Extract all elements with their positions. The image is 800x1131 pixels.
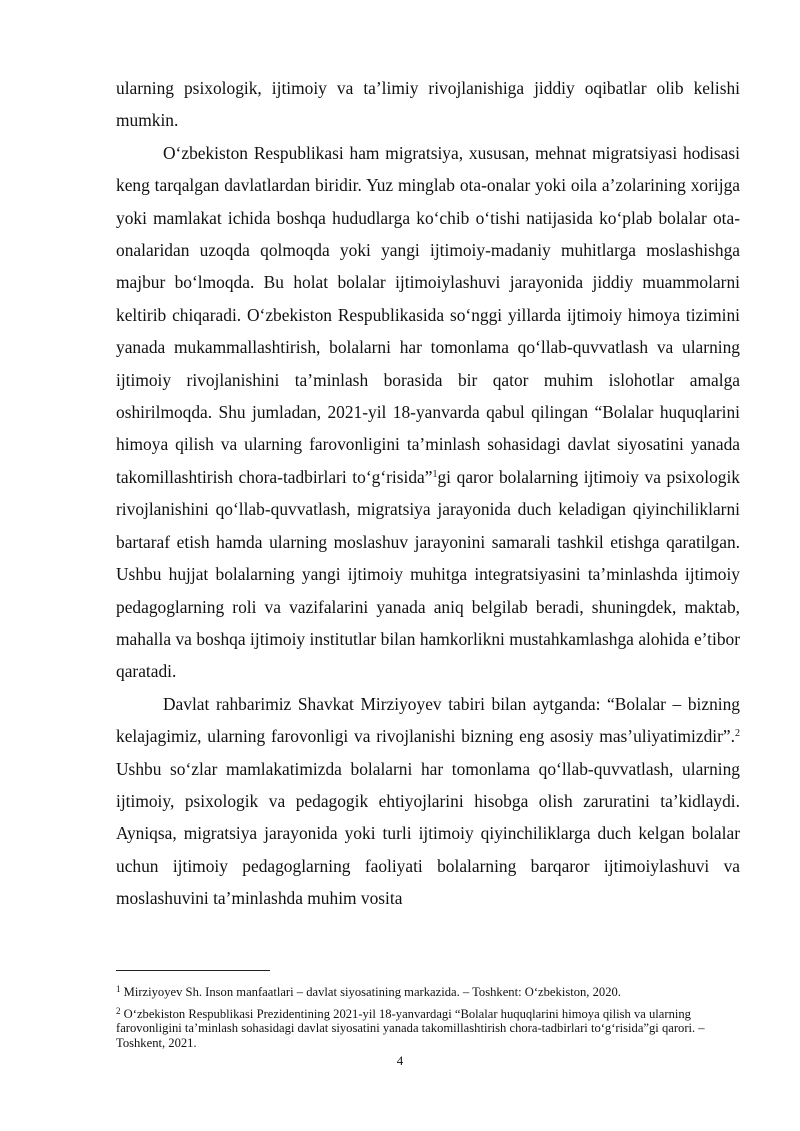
- paragraph-continuation: ularning psixologik, ijtimoiy va ta’limiy rivojlanishiga jiddiy oqibatlar olib kelishi mumkin.: [116, 78, 740, 131]
- page-body: [116, 72, 740, 915]
- footnote-text-1: Mirziyoyev Sh. Inson manfaatlari – davlat siyosatining markazida. – Toshkent: O‘zbekiston, 2020.: [123, 985, 621, 999]
- paragraph-migration: [116, 137, 740, 688]
- footnote-ref-1[interactable]: 1: [432, 468, 438, 480]
- paragraph-quote: [116, 688, 740, 915]
- footnote-separator: [116, 970, 270, 971]
- paragraph-migration-text-a: O‘zbekiston Respublikasi ham migratsiya, xususan, mehnat migratsiyasi hodisasi keng tarqalgan davlatlardan biridir. Yuz minglab ota-onalar yoki oila a’zolarining xorijga yoki mamlakat ichida boshqa hududlarga ko‘chib o‘tishi natijasida ko‘plab bolalar ota-onalaridan uzoqda qolmoqda yoki yangi ijtimoiy-madaniy muhitlarga moslashishga majbur bo‘lmoqda. Bu holat bolalar ijtimoiylashuvi jarayonida jiddiy muammolarni keltirib chiqaradi. O‘zbekiston Respublikasida so‘nggi yillarda ijtimoiy himoya tizimini yanada mukammallashtirish, bolalarni har tomonlama qo‘llab-quvvatlash va ularning ijtimoiy rivojlanishini ta’minlash borasida bir qator muhim islohotlar amalga oshirilmoqda. Shu jumladan, 2021-yil 18-yanvarda qabul qilingan “Bolalar huquqlarini himoya qilish va ularning farovonligini ta’minlash sohasidagi davlat siyosatini yanada takomillashtirish chora-tadbirlari to‘g‘risida”: [116, 142, 740, 487]
- footnote-mark-1: 1: [116, 984, 121, 994]
- footnote-mark-2: 2: [116, 1005, 121, 1016]
- page-number: 4: [396, 1053, 404, 1068]
- paragraph-quote-text-a: Davlat rahbarimiz Shavkat Mirziyoyev tabiri bilan aytganda: “Bolalar – bizning kelajagimiz, ularning farovonligi va rivojlanishi bizning eng asosiy mas’uliyatimizdir”.: [116, 693, 740, 747]
- footnote-2: [116, 1004, 740, 1051]
- paragraph-migration-text-b: gi qaror bolalarning ijtimoiy va psixologik rivojlanishini qo‘llab-quvvatlash, migratsiya jarayonida duch keladigan qiyinchiliklarni bartaraf etish hamda ularning moslashuv jarayonini samarali tashkil etishga qaratilgan. Ushbu hujjat bolalarning yangi ijtimoiy muhitga integratsiyasini ta’minlashda ijtimoiy pedagoglarning roli va vazifalarini yanada aniq belgilab beradi, shuningdek, maktab, mahalla va boshqa ijtimoiy institutlar bilan hamkorlikni mustahkamlashga alohida e’tibor qaratadi.: [116, 466, 740, 682]
- footnote-text-2: O‘zbekiston Respublikasi Prezidentining 2021-yil 18-yanvardagi “Bolalar huquqlarini himoya qilish va ularning farovonligini ta’minlash sohasidagi davlat siyosatini yanada takomillashtirish chora-tadbirlari to‘g‘risida”gi qarori. – Toshkent, 2021.: [116, 1006, 705, 1050]
- footnotes: [116, 982, 740, 1054]
- footnote-ref-2[interactable]: 2: [735, 728, 740, 740]
- footnote-1: [116, 982, 740, 1000]
- paragraph-quote-text-b: Ushbu so‘zlar mamlakatimizda bolalarni har tomonlama qo‘llab-quvvatlash, ularning ijtimoiy, psixologik va pedagogik ehtiyojlarini hisobga olish zaruratini ta’kidlaydi. Ayniqsa, migratsiya jarayonida yoki turli ijtimoiy qiyinchiliklarga duch kelgan bolalar uchun ijtimoiy pedagoglarning faoliyati bolalarning barqaror ijtimoiylashuvi va moslashuvini ta’minlashda muhim vosita: [116, 758, 740, 909]
